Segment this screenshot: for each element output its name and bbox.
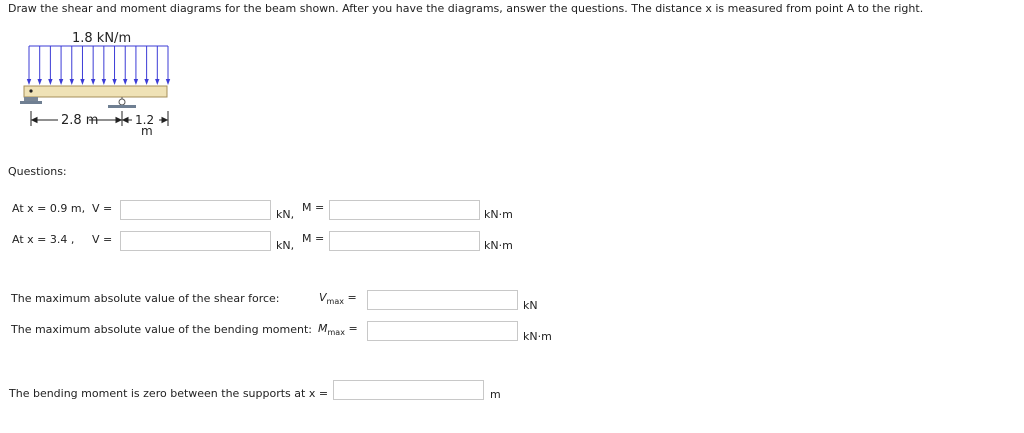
row1-m-label: M = <box>302 201 325 214</box>
load-arrow-head <box>48 79 52 85</box>
questions-heading: Questions: <box>8 165 67 178</box>
load-arrow-head <box>144 79 148 85</box>
row2-shear-input[interactable] <box>120 231 271 251</box>
beam <box>24 86 167 97</box>
load-arrow-head <box>70 79 74 85</box>
row2-m-label: M = <box>302 232 325 245</box>
zero-moment-text: The bending moment is zero between the supports at x = <box>9 387 329 400</box>
zero-moment-unit: m <box>490 388 501 401</box>
load-arrow-head <box>102 79 106 85</box>
mmax-symbol: M <box>318 322 328 335</box>
row2-v-label: V = <box>92 233 113 246</box>
row1-shear-input[interactable] <box>120 200 271 220</box>
load-arrow-head <box>166 79 170 85</box>
span-right-label-top: 1.2 <box>135 113 155 127</box>
load-arrow-head <box>59 79 63 85</box>
load-arrow-head <box>37 79 41 85</box>
max-shear-input[interactable] <box>367 290 518 310</box>
pin-support-left <box>20 97 42 104</box>
distributed-load-arrows <box>27 46 170 85</box>
load-arrow-head <box>27 79 31 85</box>
vmax-symbol: V <box>319 291 327 304</box>
max-shear-unit: kN <box>523 299 538 312</box>
row1-v-unit: kN, <box>276 208 295 221</box>
row2-m-unit: kN·m <box>484 239 513 252</box>
span-right-label-bottom: m <box>141 124 153 138</box>
load-arrow-head <box>134 79 138 85</box>
row1-m-unit: kN·m <box>484 208 513 221</box>
row1-v-label: V = <box>92 202 113 215</box>
beam-figure <box>0 20 200 160</box>
max-moment-input[interactable] <box>367 321 518 341</box>
max-moment-text: The maximum absolute value of the bending moment: <box>11 323 312 336</box>
row2-v-unit: kN, <box>276 239 295 252</box>
mmax-label <box>318 322 358 335</box>
row2-prefix: At x = 3.4 , <box>12 233 75 246</box>
vmax-subscript: max <box>326 297 344 306</box>
load-arrow-head <box>80 79 84 85</box>
load-arrow-head <box>123 79 127 85</box>
point-a-marker <box>29 89 32 92</box>
max-moment-unit: kN·m <box>523 330 552 343</box>
load-arrow-head <box>91 79 95 85</box>
vmax-label <box>319 291 357 304</box>
row1-prefix: At x = 0.9 m, <box>12 202 86 215</box>
instructions-text: Draw the shear and moment diagrams for the beam shown. After you have the diagrams, answer the questions. The distance x is measured from point A to the right. <box>8 2 924 15</box>
load-arrow-head <box>155 79 159 85</box>
row2-moment-input[interactable] <box>329 231 480 251</box>
mmax-equals: = <box>348 322 358 335</box>
mmax-subscript: max <box>327 328 345 337</box>
roller-support <box>108 97 136 108</box>
vmax-equals: = <box>347 291 357 304</box>
zero-moment-input[interactable] <box>333 380 484 400</box>
max-shear-text: The maximum absolute value of the shear force: <box>11 292 280 305</box>
load-label: 1.8 kN/m <box>72 31 132 46</box>
span-left-label: 2.8 m <box>61 113 99 128</box>
load-arrow-head <box>112 79 116 85</box>
row1-moment-input[interactable] <box>329 200 480 220</box>
